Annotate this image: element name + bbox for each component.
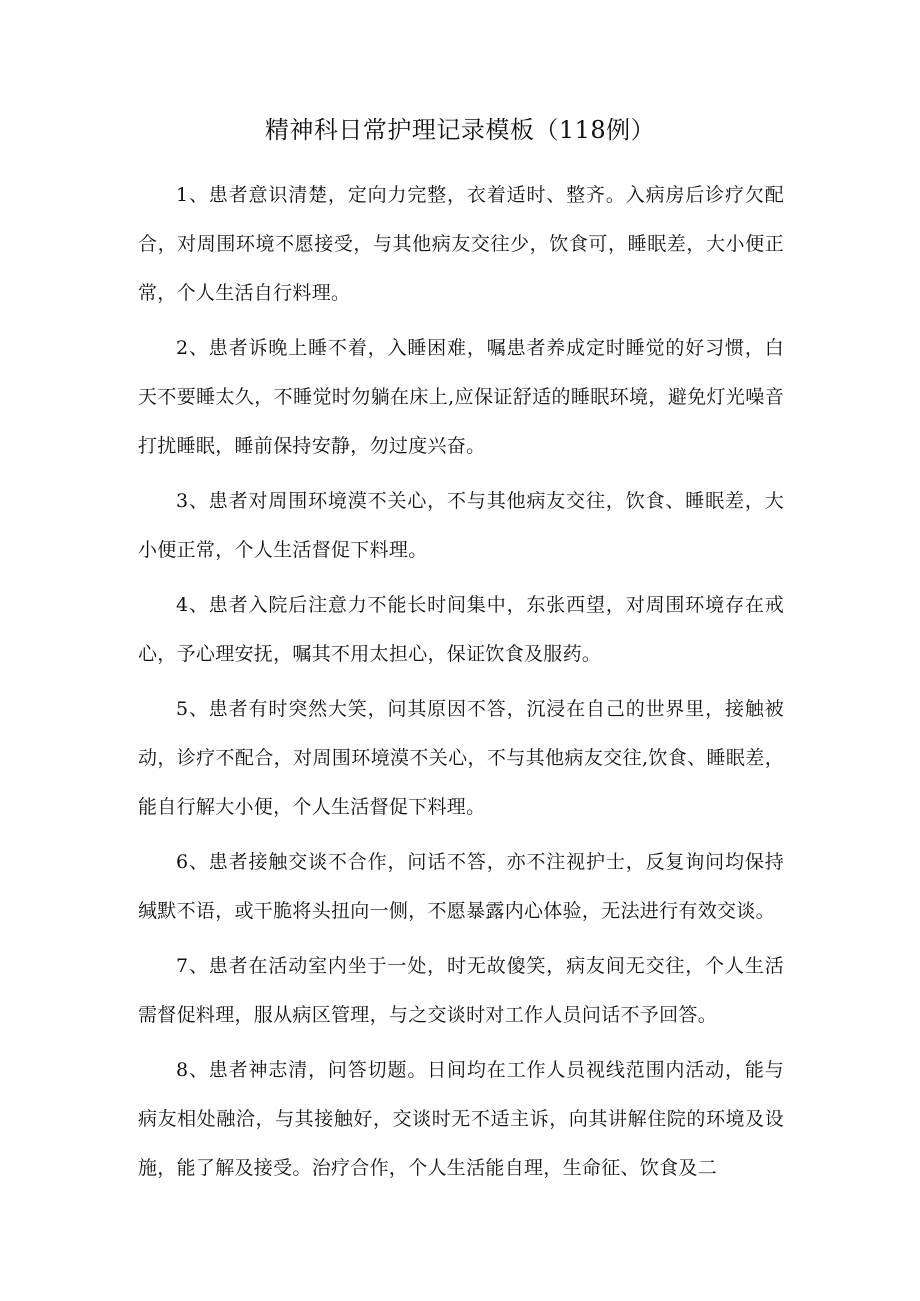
document-body bbox=[138, 171, 784, 1199]
record-paragraph-7: 7、患者在活动室内坐于一处，时无故傻笑，病友间无交往，个人生活需督促料理，服从病区管理，与之交谈时对工作人员问话不予回答。 bbox=[138, 955, 784, 1026]
document-title: 精神科日常护理记录模板（118例） bbox=[264, 116, 656, 144]
record-paragraph-6: 6、患者接触交谈不合作，问话不答，亦不注视护士，反复询问均保持缄默不语，或干脆将头扭向一侧，不愿暴露内心体验，无法进行有效交谈。 bbox=[138, 851, 784, 922]
record-paragraph-4: 4、患者入院后注意力不能长时间集中，东张西望，对周围环境存在戒心，予心理安抚，嘱其不用太担心，保证饮食及服药。 bbox=[138, 594, 784, 665]
record-paragraph-5: 5、患者有时突然大笑，问其原因不答，沉浸在自己的世界里，接触被动，诊疗不配合，对周围环境漠不关心，不与其他病友交往,饮食、睡眠差，能自行解大小便，个人生活督促下料理。 bbox=[138, 698, 784, 818]
record-paragraph-2: 2、患者诉晚上睡不着，入睡困难，嘱患者养成定时睡觉的好习惯，白天不要睡太久，不睡觉时勿躺在床上,应保证舒适的睡眠环境，避免灯光噪音打扰睡眠，睡前保持安静，勿过度兴奋。 bbox=[138, 337, 784, 457]
record-paragraph-3: 3、患者对周围环境漠不关心，不与其他病友交往，饮食、睡眠差，大小便正常，个人生活督促下料理。 bbox=[138, 490, 784, 561]
record-paragraph-8: 8、患者神志清，问答切题。日间均在工作人员视线范围内活动，能与病友相处融洽，与其接触好，交谈时无不适主诉，向其讲解住院的环境及设施，能了解及接受。治疗合作，个人生活能自理，生命征、饮食及二 bbox=[138, 1059, 784, 1179]
record-paragraph-1: 1、患者意识清楚，定向力完整，衣着适时、整齐。入病房后诊疗欠配合，对周围环境不愿接受，与其他病友交往少，饮食可，睡眠差，大小便正常，个人生活自行料理。 bbox=[138, 184, 784, 304]
